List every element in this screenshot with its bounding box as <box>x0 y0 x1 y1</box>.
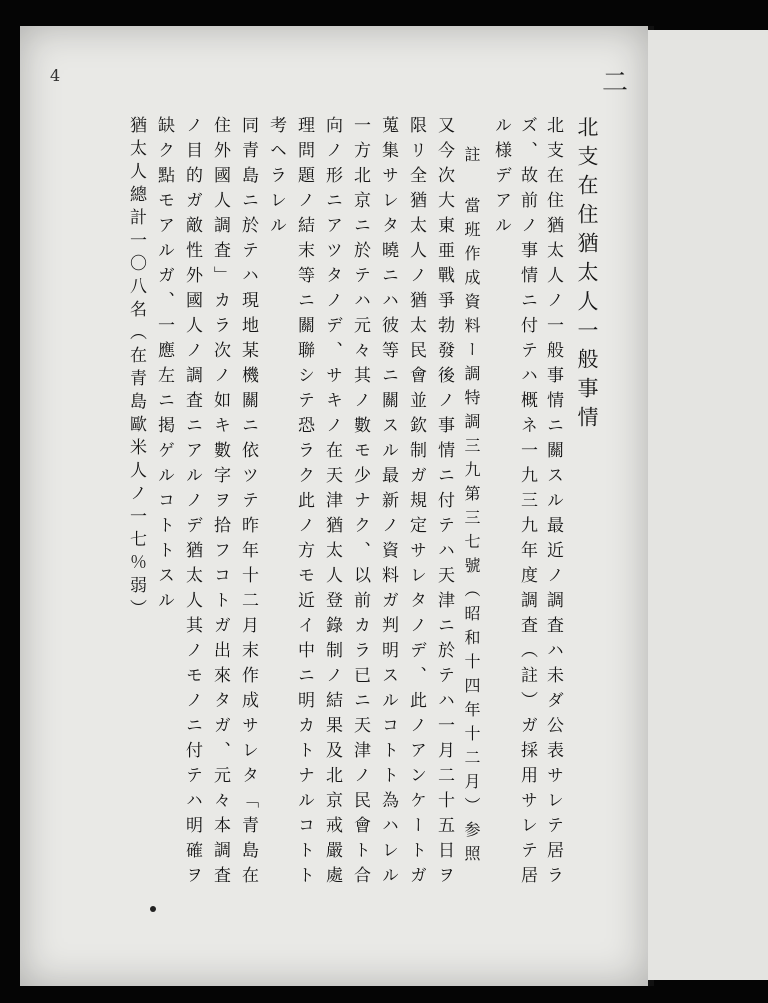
ink-dot <box>150 906 156 912</box>
text-line: 理問題ノ結末等ニ關聯シテ恐ラク此ノ方モ近イ中ニ明カトナルコトト <box>294 116 314 891</box>
text-line: 限リ全猶太人ノ猶太民會並欽制ガ規定サレタノデ、此ノアンケートガ <box>406 116 426 891</box>
text-line: ノ目的ガ敵性外國人ノ調査ニアルノデ猶太人其ノモノニ付テハ明確ヲ <box>182 116 202 891</box>
page-number: 二 <box>601 68 628 98</box>
text-line: 同青島ニ於テハ現地某機關ニ依ツテ昨年十二月末作成サレタ「青島在 <box>238 116 258 891</box>
document-page <box>20 26 648 986</box>
text-line: 一方北京ニ於テハ元々其ノ數モ少ナク、以前カラ已ニ天津ノ民會ト合 <box>350 116 370 891</box>
page-heading: 北支在住猶太人一般事情 <box>575 116 599 435</box>
footnote-line: 註 當班作成資料ー調特調三九第三七號（昭和十四年十二月）参照 <box>462 146 481 869</box>
text-line: ル様デアル <box>491 116 511 241</box>
text-line: 猶太人總計一〇八名（在青島歐米人ノ一七％弱） <box>126 116 146 622</box>
text-line: 住外國人調査」カラ次ノ如キ數字ヲ拾フコトガ出來タガ、元々本調査 <box>210 116 230 891</box>
text-line: 又今次大東亜戰爭勃發後ノ事情ニ付テハ天津ニ於テハ一月二十五日ヲ <box>434 116 454 891</box>
text-line: 缺ク點モアルガ、一應左ニ掲ゲルコトトスル <box>154 116 174 616</box>
text-line: 考ヘラレル <box>266 116 286 241</box>
text-line: ズ、故前ノ事情ニ付テハ概ネ一九三九年度調査（註）ガ採用サレテ居 <box>517 116 537 891</box>
side-mark: 4 <box>50 66 61 85</box>
text-line: 向ノ形ニアツタノデ、サキノ在天津猶太人登錄制ノ結果及北京戒嚴處 <box>322 116 342 891</box>
text-line: 蒐集サレタ曉ニハ彼等ニ關スル最新ノ資料ガ判明スルコトト為ハレル <box>378 116 398 891</box>
adjacent-page <box>648 30 768 980</box>
text-line: 北支在住猶太人ノ一般事情ニ關スル最近ノ調査ハ未ダ公表サレテ居ラ <box>543 116 563 891</box>
